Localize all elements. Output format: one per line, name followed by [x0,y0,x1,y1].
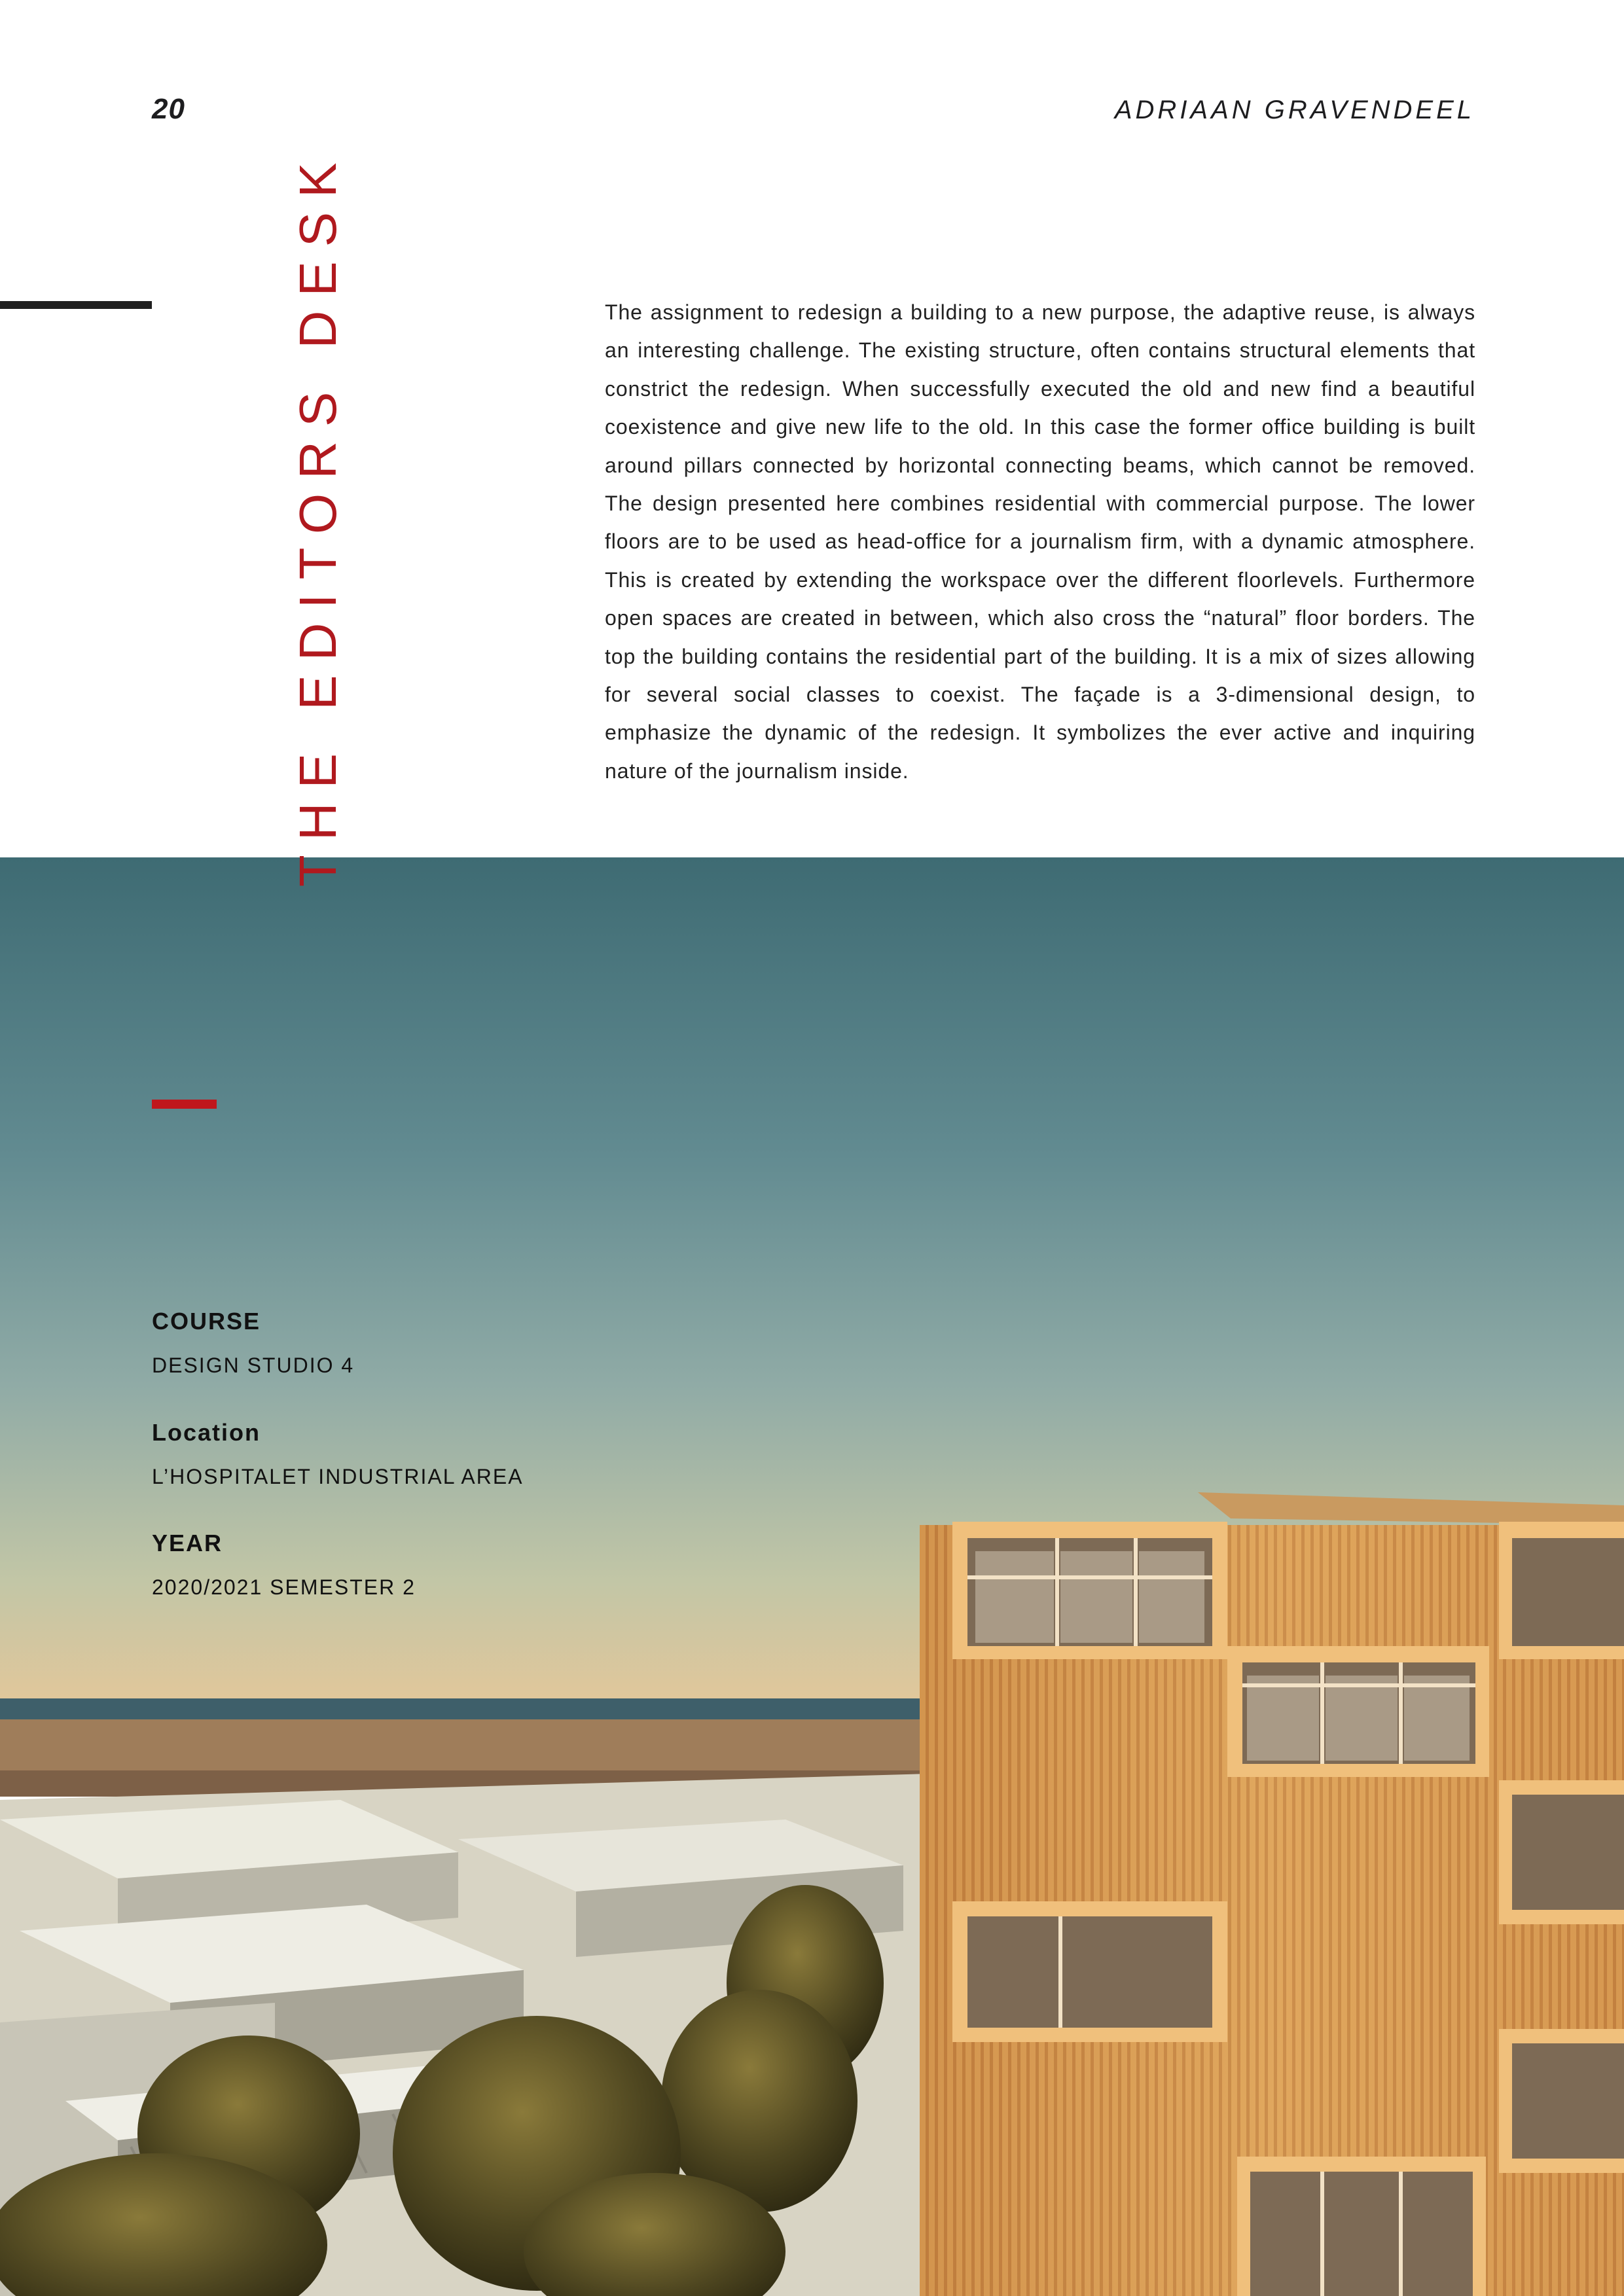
year-label: YEAR [152,1530,223,1556]
section-title: THE EDITORS DESK [289,148,347,887]
location-label: Location [152,1419,261,1446]
course-label: COURSE [152,1308,261,1335]
course-value: DESIGN STUDIO 4 [152,1354,355,1377]
year-value: 2020/2021 SEMESTER 2 [152,1575,416,1599]
body-paragraph: The assignment to redesign a building to a new purpose, the adaptive reuse, is always an interesting challenge. The existing structure, often contains structural elements that constrict the redesign. When successfully executed the old and new find a beautiful coexistence and give new life to the old. In this case the former office building is built around pillars connected by horizontal connecting beams, which cannot be removed. The design presented here combines residential with commercial purpose. The lower floors are to be used as head-office for a journalism firm, with a dynamic atmosphere. This is created by extending the workspace over the different floorlevels. Furthermore open spaces are created in between, which also cross the “natural” floor borders. The top the building contains the residential part of the building. It is a mix of sizes allowing for several social classes to coexist. The façade is a 3-dimensional design, to emphasize the dynamic of the redesign. It symbolizes the ever active and inquiring nature of the journalism inside. [605,300,1475,783]
divider-bar [0,301,152,309]
accent-bar [152,1100,217,1109]
location-value: L’HOSPITALET INDUSTRIAL AREA [152,1465,524,1488]
page-number: 20 [152,93,185,125]
author-name: ADRIAAN GRAVENDEEL [1114,96,1475,124]
